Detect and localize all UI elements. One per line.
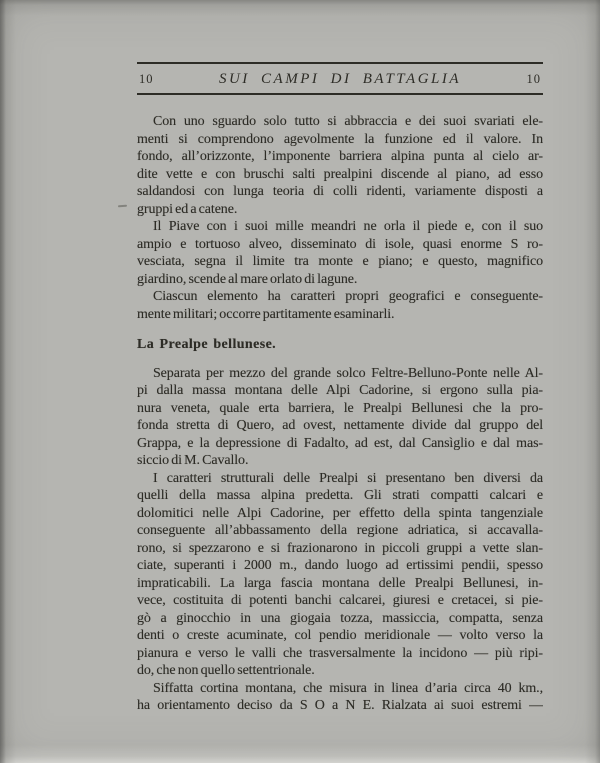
text-line: dolomitici nelle Alpi Cadorine, per effetto della spinta tangenziale: [137, 505, 543, 521]
text-line: Il Piave con i suoi mille meandri ne orla il piede e, con il suo: [153, 219, 543, 234]
text-line: mente militari; occorre partitamente esaminarli.: [137, 306, 395, 322]
text-line: I caratteri strutturali delle Prealpi si presentano ben diversi da: [153, 470, 543, 486]
paragraph: [137, 365, 543, 470]
paragraph: [137, 218, 543, 288]
text-line: pianura e verso le valli che trasversalmente la incidono — più ripi-: [137, 645, 543, 661]
text-line: Siffatta cortina montana, che misura in linea d’aria circa 40 km.,: [153, 680, 543, 696]
text-line: denti o creste acuminate, col pendio meridionale — volto verso la: [137, 628, 543, 643]
text-line: vece, costituita di potenti banchi calcarei, giuresi e cretacei, si pie-: [137, 593, 543, 608]
page-number-right: 10: [526, 72, 541, 86]
text-line: Separata per mezzo del grande solco Feltre-Belluno-Ponte nelle Al-: [153, 365, 543, 381]
section-heading: La Prealpe bellunese.: [137, 337, 277, 352]
page-number-left: 10: [139, 72, 154, 86]
running-title: SUI CAMPI DI BATTAGLIA: [218, 71, 462, 87]
text-line: giardino, scende al mare orlato di lagune.: [137, 271, 358, 287]
text-line: siccio di M. Cavallo.: [137, 453, 249, 468]
margin-pencil-mark: [118, 205, 127, 208]
text-line: ciate, superanti i 2000 m., dando luogo ad ertissimi pendii, spesso: [137, 558, 543, 573]
text-line: fondo, all’orizzonte, l’imponente barriera alpina punta al cielo ar-: [137, 149, 543, 164]
text-line: gò a ginocchio in una giogaia tozza, massiccia, compatta, senza: [137, 610, 543, 626]
text-line: impraticabili. La larga fascia montana delle Prealpi Bellunesi, in-: [137, 575, 543, 591]
text-line: saldandosi con lunga teoria di colli ridenti, variamente disposti a: [137, 184, 543, 199]
page-body: [137, 113, 543, 715]
page-content: [137, 62, 543, 715]
text-line: ampio e tortuoso alveo, disseminato di isole, quasi enorme S ro-: [137, 236, 543, 252]
text-line: pi dalla massa montana delle Alpi Cadorine, si ergono sulla pia-: [137, 383, 543, 398]
text-line: ha orientamento deciso da S O a N E. Rialzata ai suoi estremi —: [137, 698, 543, 713]
text-line: Con uno sguardo solo tutto si abbraccia e dei suoi svariati ele-: [153, 114, 543, 129]
paragraph: [137, 288, 543, 323]
paragraph: [137, 113, 543, 218]
text-line: dite vette e con bruschi salti prealpini discende al piano, ad esso: [137, 166, 543, 182]
text-line: do, che non quello settentrionale.: [137, 663, 315, 678]
paragraph: [137, 470, 543, 680]
text-line: Grappa, e la depressione di Fadalto, ad est, dal Cansìglio e dal mas-: [137, 435, 543, 451]
text-line: gruppi ed a catene.: [137, 201, 238, 217]
paragraph: [137, 680, 543, 715]
text-line: quelli della massa alpina predetta. Gli strati compatti calcari e: [137, 488, 543, 503]
text-line: nura veneta, quale erta barriera, le Prealpi Bellunesi che la pro-: [137, 400, 543, 416]
text-line: fonda stretta di Quero, ad ovest, nettamente divide dal gruppo del: [137, 418, 543, 433]
running-header: [137, 62, 543, 95]
text-line: rono, si spezzarono e si frazionarono in piccoli gruppi a vette slan-: [137, 540, 543, 556]
text-line: conseguente all’abbassamento della regione adriatica, si accavalla-: [137, 523, 543, 538]
text-line: menti si comprendono agevolmente la funzione ed il valore. In: [137, 131, 543, 147]
text-line: vesciata, segna il limite tra monte e piano; e questo, magnifico: [137, 254, 543, 269]
text-line: Ciascun elemento ha caratteri propri geografici e conseguente-: [153, 289, 543, 304]
